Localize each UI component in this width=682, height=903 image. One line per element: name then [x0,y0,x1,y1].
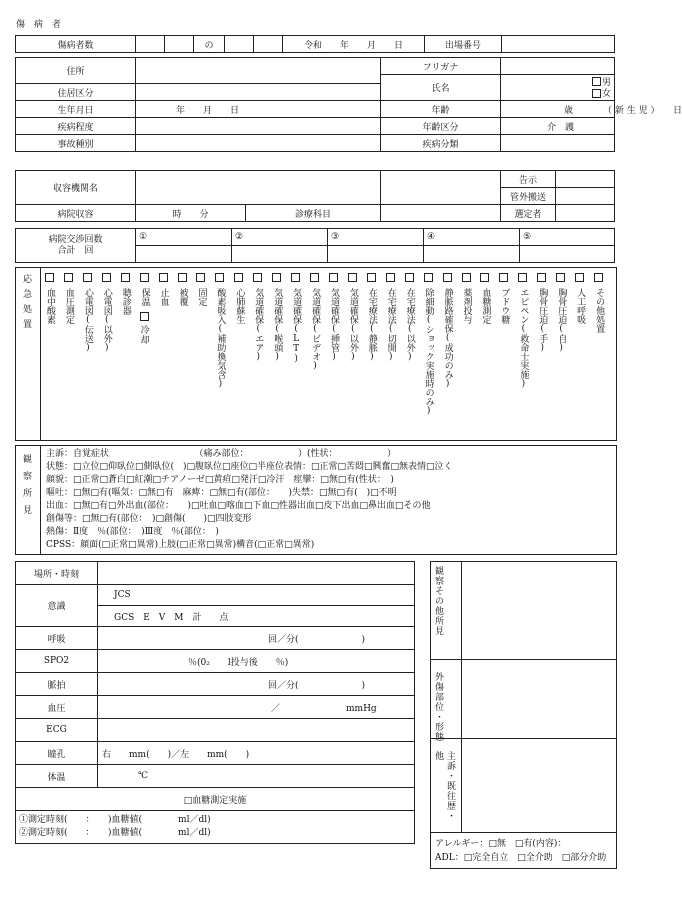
emergency-item-label: 薬剤投与 [461,287,472,324]
bp-label: 血圧 [16,696,98,719]
emergency-item-label: その他処置 [594,287,605,333]
breath-field[interactable]: 回／分( ) [98,627,415,650]
observation-line[interactable]: 出血：□無□有□外出血(部位： )□吐血□喀血□下血□性器出血□皮下出血□鼻出血□その他 [46,501,431,511]
emergency-item[interactable] [517,273,536,389]
negotiation-4-detail[interactable] [424,246,520,263]
observation-line[interactable]: 創傷等：□無□有(部位： )□創傷( )□四肢変形 [46,514,252,524]
birth-label: 生年月日 [16,101,136,118]
emergency-item[interactable] [574,273,593,324]
negotiation-5-detail[interactable] [520,246,615,263]
emergency-checkbox[interactable] [575,273,584,282]
pulse-label: 脈拍 [16,673,98,696]
emergency-item-label: 気道確保(LT) [291,287,302,364]
vitals-table [15,561,415,844]
dispatch-field[interactable] [502,36,615,53]
accident-field[interactable] [136,135,381,152]
patients-label: 傷病者数 [16,36,136,53]
page-title: 傷 病 者 [16,20,62,30]
dispatch-label: 出場番号 [425,36,502,53]
emergency-checkbox[interactable] [594,273,603,282]
glucose-done[interactable]: □血糖測定実施 [16,788,415,811]
negotiation-3[interactable]: ③ [328,229,424,246]
emergency-item-label: 気道確保(ビデオ) [310,287,321,371]
emergency-checkbox[interactable] [64,273,73,282]
hospital-table [15,170,615,222]
emergency-checkbox[interactable] [121,273,130,282]
emergency-item-label: 保温 [139,287,150,306]
accident-label: 事故種別 [16,135,136,152]
residence-label: 住居区分 [16,84,136,101]
observation-line[interactable]: CPSS：顔面(□正常□異常)上肢(□正常□異常)構音(□正常□異常) [46,540,315,550]
female-checkbox[interactable]: 女 [591,89,611,99]
negotiation-2-detail[interactable] [232,246,328,263]
emergency-item-label: 胸骨圧迫(自) [556,287,567,353]
other-obs-label: 観察その他所見 [433,566,443,636]
glucose-2: ②測定時刻( ： )血糖値( ml／dl) [19,828,211,838]
age-class-label: 年齢区分 [381,118,501,135]
emergency-item[interactable] [479,273,498,324]
emergency-item[interactable] [404,273,423,362]
emergency-item-label: 止血 [158,287,169,306]
emergency-checkbox[interactable] [234,273,243,282]
glucose-1: ①測定時刻( ： )血糖値( ml／dl) [19,815,211,825]
age-label: 年齢 [381,101,501,118]
place-time-field[interactable] [98,562,415,585]
care-label: 介 護 [501,118,615,135]
emergency-checkbox[interactable] [310,273,319,282]
emergency-item[interactable] [347,273,366,362]
emergency-item-label: 静脈路確保(成功のみ) [442,287,453,389]
emergency-item-label: 心電図(以外) [101,287,112,353]
place-time-label: 場所・時刻 [16,562,98,585]
emergency-item[interactable] [423,273,442,416]
negotiation-1-detail[interactable] [136,246,232,263]
emergency-items [44,273,612,437]
emergency-item-label: 胸骨圧迫(手) [537,287,548,353]
dept-field[interactable] [381,205,501,222]
observation-line[interactable]: 顔貌：□正常□蒼白□紅潮□チアノーゼ□黄疸□発汗□冷汗 痙攣：□無□有(性状： ) [46,475,394,485]
emergency-label: 応急処置 [21,274,31,334]
address-label: 住所 [16,58,136,84]
severity-label: 疾病程度 [16,118,136,135]
negotiation-2[interactable]: ② [232,229,328,246]
emergency-item-label: 酸素吸入(補助換気含) [215,287,226,389]
emergency-item[interactable] [498,273,517,324]
emergency-checkbox[interactable] [556,273,565,282]
emergency-item-label: 気道確保(エア) [253,287,264,362]
no-label: の [194,36,225,53]
pupil-field[interactable]: 右 mm( )／左 mm( ) [98,742,415,765]
emergency-item-label: 在宅療法(以外) [404,287,415,362]
emergency-item-label: 在宅療法(静脈) [366,287,377,362]
dept-label: 診療科目 [246,205,381,222]
observation-line[interactable]: 主訴：自覚症状 （痛み部位： ）(性状： ） [46,449,397,459]
patients-field[interactable] [136,36,165,53]
notice-label: 告示 [501,171,556,188]
negotiation-3-detail[interactable] [328,246,424,263]
emergency-item[interactable] [44,273,63,324]
emergency-item[interactable] [461,273,480,324]
emergency-item[interactable] [252,273,271,362]
outside-field[interactable] [556,188,615,205]
emergency-item-label: 固定 [196,287,207,306]
emergency-checkbox[interactable] [45,273,54,282]
glucose-measure[interactable] [16,811,415,844]
emergency-item[interactable] [195,273,214,306]
breath-label: 呼吸 [16,627,98,650]
name-label: 氏名 [381,75,501,101]
negotiation-1[interactable]: ① [136,229,232,246]
emergency-item[interactable] [555,273,574,353]
emergency-item[interactable] [82,273,101,353]
negotiation-table [15,228,615,263]
emergency-item-label: 聴診器 [120,287,131,315]
injury-label: 外傷部位・形態 [433,672,443,742]
pupil-label: 瞳孔 [16,742,98,765]
emergency-checkbox[interactable] [140,273,149,282]
emergency-item[interactable] [309,273,328,371]
observation-label: 観察所見 [21,454,31,522]
negotiation-5[interactable]: ⑤ [520,229,615,246]
observation-line[interactable]: 熱傷：Ⅱ度 ％(部位： )Ⅲ度 ％(部位： ) [46,527,219,537]
emergency-item-label: 心肺蘇生 [234,287,245,324]
other-label: 他 [433,751,443,761]
emergency-item[interactable] [158,273,177,306]
emergency-item-label: 除細動(ショック実施時のみ) [423,287,434,416]
emergency-checkbox[interactable] [215,273,224,282]
notice-field[interactable] [556,171,615,188]
emergency-item[interactable] [139,273,158,345]
furigana-label: フリガナ [381,58,501,75]
emergency-item[interactable] [233,273,252,324]
disease-class-label: 疾病分類 [381,135,501,152]
emergency-item[interactable] [214,273,233,389]
spo2-field[interactable]: ％(0₂ l投与後 ％) [98,650,415,673]
emergency-checkbox[interactable] [367,273,376,282]
allergy-field[interactable]: アレルギー：□無 □有(内容)： [435,839,567,849]
emergency-item-label: 気道確保(以外) [347,287,358,362]
male-checkbox[interactable]: 男 [591,78,611,88]
emergency-checkbox[interactable] [178,273,187,282]
spo2-label: SPO2 [16,650,98,673]
negotiation-label: 病院交渉回数 合計 回 [16,229,136,263]
emergency-checkbox[interactable] [253,273,262,282]
header-table [15,35,615,53]
cooling-label: 冷却 [138,325,149,345]
gcs-field[interactable]: GCS E V M 計 点 [98,606,415,627]
observation-line[interactable]: 嘔吐：□無□有(嘔気：□無□有 麻痺：□無□有(部位： )失禁：□無□有( )□不明 [46,488,397,498]
jcs-field[interactable]: JCS [98,585,415,606]
ecg-label: ECG [16,719,98,742]
emergency-item-label: 被覆 [177,287,188,306]
adl-field[interactable]: ADL：□完全自立 □全介助 □部分介助 [435,853,607,863]
emergency-item-label: 気道確保(挿管) [329,287,339,362]
emergency-item-label: 気道確保(喉頭) [272,287,283,362]
admit-label: 病院収容 [16,205,136,222]
emergency-item[interactable] [63,273,82,324]
name-field[interactable] [501,75,615,101]
emergency-section [15,267,617,441]
disease-class-field[interactable] [501,135,615,152]
outside-label: 管外搬送 [501,188,556,205]
bp-field[interactable]: ／ mmHg [98,696,415,719]
institution-label: 収容機関名 [16,171,136,205]
emergency-item-label: エピペン(救命士実施) [518,287,529,389]
selector-field[interactable] [556,205,615,222]
observation-line[interactable]: 状態：□立位□仰臥位□側臥位( )□腹臥位□座位□半座位表情：□正常□苦悶□興奮□無表情□泣く [46,462,453,472]
emergency-checkbox[interactable] [443,273,452,282]
emergency-item-label: 血糖測定 [480,287,491,324]
patients-field-4[interactable] [254,36,283,53]
emergency-item[interactable] [101,273,120,353]
temp-label: 体温 [16,765,98,788]
emergency-item[interactable] [120,273,139,315]
emergency-checkbox[interactable] [537,273,546,282]
patients-field-2[interactable] [165,36,194,53]
emergency-item[interactable] [177,273,196,306]
institution-field-2[interactable] [381,171,501,205]
emergency-item[interactable] [328,273,347,362]
emergency-checkbox[interactable] [159,273,168,282]
emergency-item[interactable] [442,273,461,389]
birth-field[interactable]: 年 月 日 [136,101,381,118]
emergency-checkbox[interactable] [405,273,414,282]
institution-field[interactable] [136,171,381,205]
emergency-checkbox[interactable] [480,273,489,282]
consciousness-label: 意識 [16,585,98,627]
admit-time[interactable]: 時 分 [136,205,246,222]
emergency-item-label: 在宅療法(切開) [385,287,396,362]
emergency-item-label: ブドウ糖 [499,287,510,324]
history-label: 主訴・既往歴・ [445,751,455,821]
emergency-checkbox[interactable] [329,273,338,282]
ecg-field[interactable] [98,719,415,742]
emergency-item-label: 血圧測定 [63,287,74,324]
emergency-checkbox[interactable] [291,273,300,282]
patients-field-3[interactable] [225,36,254,53]
emergency-checkbox[interactable] [102,273,111,282]
emergency-checkbox[interactable] [272,273,281,282]
negotiation-4[interactable]: ④ [424,229,520,246]
date-label: 令和 年 月 日 [283,36,425,53]
temp-field[interactable]: ℃ [98,765,415,788]
emergency-checkbox[interactable] [518,273,527,282]
emergency-item[interactable] [290,273,309,364]
emergency-item[interactable] [366,273,385,362]
emergency-checkbox[interactable] [83,273,92,282]
emergency-item-label: 人工呼吸 [575,287,586,324]
address-field[interactable] [136,58,381,84]
age-field[interactable]: 歳 （ 新 生 児 ） 日 [501,101,615,118]
emergency-item-label: 心電図(伝送) [82,287,93,353]
emergency-item[interactable] [385,273,404,362]
furigana-field[interactable] [501,58,615,75]
emergency-checkbox[interactable] [196,273,205,282]
emergency-checkbox[interactable] [424,273,433,282]
observation-lines [46,448,612,552]
severity-field[interactable] [136,118,381,135]
patient-table [15,57,682,152]
emergency-item[interactable] [593,273,612,333]
emergency-checkbox[interactable] [499,273,508,282]
selector-label: 選定者 [501,205,556,222]
emergency-checkbox[interactable] [386,273,395,282]
emergency-item[interactable] [536,273,555,353]
residence-field[interactable] [136,84,381,101]
emergency-item[interactable] [271,273,290,362]
cooling-checkbox[interactable] [140,312,149,321]
emergency-checkbox[interactable] [348,273,357,282]
emergency-checkbox[interactable] [462,273,471,282]
observation-section [15,445,617,555]
right-section [430,561,617,869]
pulse-field[interactable]: 回／分( ) [98,673,415,696]
emergency-item-label: 血中酸素 [45,287,55,324]
cooling-option[interactable] [139,312,158,346]
